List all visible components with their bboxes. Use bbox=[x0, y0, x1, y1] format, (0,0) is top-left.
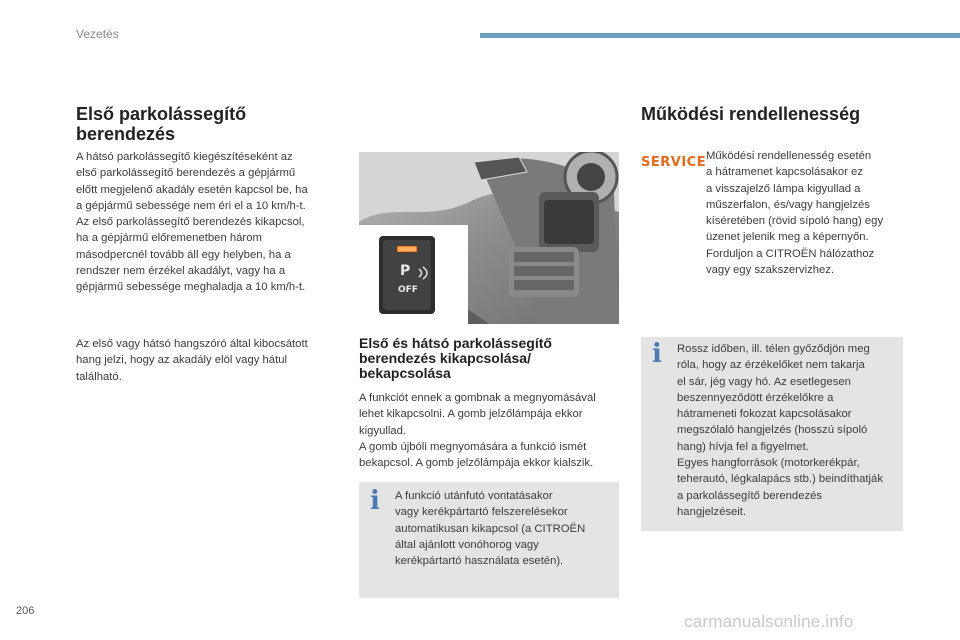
text-line: rendszer nem érzékel akadályt, vagy ha a bbox=[76, 265, 286, 278]
text-line: üzenet jelenik meg a képernyőn. bbox=[706, 231, 869, 244]
button-off-label: OFF bbox=[398, 285, 418, 295]
text-line: ha a gépjármű előremenetben három bbox=[76, 232, 262, 245]
text-line: A gomb újbóli megnyomására a funkció ismét bbox=[359, 440, 587, 453]
text-line: a parkolássegítő berendezés bbox=[677, 489, 823, 502]
text-line: Az első parkolássegítő berendezés kikapcsol, bbox=[76, 216, 305, 229]
text-line: a hátramenet kapcsolásakor ez bbox=[706, 166, 863, 179]
text-line: kerékpártartó használata esetén). bbox=[395, 555, 564, 568]
disable-enable-description bbox=[359, 390, 596, 471]
weather-info-text bbox=[677, 341, 883, 520]
text-line: műszerfalon, és/vagy hangjelzés bbox=[706, 198, 870, 211]
button-p-label: P bbox=[400, 263, 411, 279]
text-line: által ajánlott vonóhorog vagy bbox=[395, 538, 539, 551]
text-line: megszólaló hangjelzés (hosszú sípoló bbox=[677, 424, 868, 437]
text-line: hang) hívja fel a figyelmet. bbox=[677, 440, 809, 453]
text-line: a gépjármű sebessége nem éri el a 10 km/h-t. bbox=[76, 199, 306, 212]
text-line: kíséretében (rövid sípoló hang) egy bbox=[706, 215, 884, 228]
weather-info-box bbox=[641, 337, 903, 531]
title-line: bekapcsolása bbox=[359, 365, 451, 381]
text-line: előtt megjelenő akadály esetén kapcsol be, ha bbox=[76, 183, 308, 196]
text-line: Forduljon a CITROËN hálózathoz bbox=[706, 247, 875, 260]
info-icon: i bbox=[652, 339, 662, 369]
text-line: hangjelzéseit. bbox=[677, 505, 747, 518]
malfunction-title: Működési rendellenesség bbox=[641, 104, 861, 124]
info-icon: i bbox=[370, 486, 380, 516]
text-line: el sár, jég vagy hó. Az esetlegesen bbox=[677, 375, 851, 388]
text-line: Egyes hangforrások (motorkerékpár, bbox=[677, 457, 860, 470]
front-park-assist-title bbox=[76, 104, 246, 144]
title-line: berendezés kikapcsolása/ bbox=[359, 350, 531, 366]
text-line: beszennyeződött érzékelőkre a bbox=[677, 391, 834, 404]
text-line: lehet kikapcsolni. A gomb jelzőlámpája ekkor bbox=[359, 408, 583, 421]
towing-info-box bbox=[359, 482, 619, 598]
text-line: vagy egy szakszervizhez. bbox=[706, 264, 835, 277]
header-bar bbox=[480, 33, 960, 38]
text-line: található. bbox=[76, 370, 122, 383]
text-line: Rossz időben, ill. télen győződjön meg bbox=[677, 343, 870, 355]
text-line: A funkciót ennek a gombnak a megnyomásával bbox=[359, 392, 596, 404]
text-line: róla, hogy az érzékelőket nem takarja bbox=[677, 359, 865, 372]
text-line: hátrameneti fokozat kapcsolásakor bbox=[677, 408, 852, 421]
text-line: első parkolássegítő berendezés a gépjármű bbox=[76, 167, 296, 180]
malfunction-description bbox=[706, 148, 883, 278]
watermark: carmanualsonline.info bbox=[684, 612, 854, 631]
title-line: berendezés bbox=[76, 124, 176, 144]
text-line: A hátsó parkolássegítő kiegészítéseként az bbox=[76, 151, 293, 163]
section-label: Vezetés bbox=[76, 27, 119, 41]
service-warning-icon: SERVICE bbox=[641, 155, 707, 170]
text-line: másodpercnél tovább áll egy helyben, ha a bbox=[76, 248, 291, 261]
text-line: bekapcsol. A gomb jelzőlámpája ekkor kialszik. bbox=[359, 457, 594, 470]
text-line: vagy kerékpártartó felszerelésekor bbox=[395, 506, 568, 519]
text-line: a visszajelző lámpa kigyullad a bbox=[706, 182, 861, 195]
text-line: automatikusan kikapcsol (a CITROËN bbox=[395, 522, 586, 535]
text-line: Az első vagy hátsó hangszóró által kibocsátott bbox=[76, 338, 308, 350]
dashboard-photo bbox=[359, 152, 619, 324]
title-line: Első parkolássegítő bbox=[76, 104, 247, 124]
sound-direction-note bbox=[76, 336, 308, 385]
disable-enable-title bbox=[359, 336, 552, 381]
text-line: hang jelzi, hogy az akadály elöl vagy hátul bbox=[76, 354, 288, 367]
front-park-assist-description bbox=[76, 149, 308, 296]
button-inset bbox=[359, 225, 468, 324]
text-line: kigyullad. bbox=[359, 424, 407, 437]
page-number: 206 bbox=[16, 605, 35, 617]
text-line: A funkció utánfutó vontatásakor bbox=[395, 490, 553, 502]
text-line: Működési rendellenesség esetén bbox=[706, 150, 872, 162]
title-line: Első és hátsó parkolássegítő bbox=[359, 335, 552, 351]
park-assist-button-illustration bbox=[359, 225, 468, 324]
text-line: gépjármű sebessége meghaladja a 10 km/h-t. bbox=[76, 281, 306, 294]
towing-info-text bbox=[395, 488, 585, 569]
text-line: teherautó, légkalapács stb.) beindíthatják bbox=[677, 473, 883, 486]
